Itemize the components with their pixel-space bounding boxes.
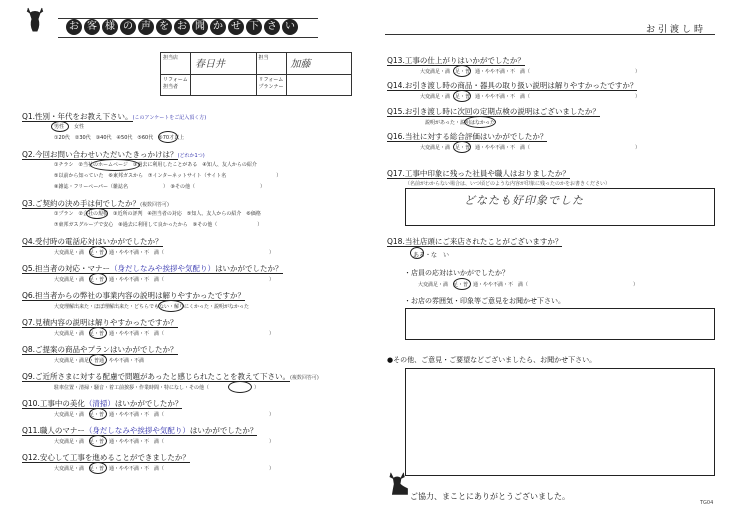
q14-title: Q14.お引き渡し時の商品・器具の取り扱い説明は解りやすかったですか？ bbox=[387, 81, 638, 90]
q8-scale[interactable]: 大変満足・満足・普通・やや不満・不満 bbox=[54, 358, 145, 364]
q1-ages[interactable]: ①20代 ②30代 ③40代 ④50代 ⑤60代 ⑥70才以上 bbox=[54, 135, 185, 141]
answer-circle bbox=[410, 247, 424, 259]
q14-scale[interactable]: 大変満足・満 足・普 通・やや不満・不 満（ ） bbox=[420, 94, 641, 100]
header-rule bbox=[385, 34, 715, 35]
q18-opinion-box[interactable] bbox=[405, 308, 715, 340]
answer-circle bbox=[89, 273, 107, 285]
q1-gender[interactable]: 男性 女性 bbox=[54, 124, 85, 130]
answer-circle bbox=[453, 65, 471, 77]
q13-title: Q13.工事の仕上がりはいかがでしたか？ bbox=[387, 56, 525, 65]
answer-circle bbox=[453, 90, 471, 102]
q16-scale[interactable]: 大変満足・満 足・普 通・やや不満・不 満（ ） bbox=[420, 145, 641, 151]
q18-line[interactable]: ある・な い bbox=[413, 252, 450, 259]
other-comment-box[interactable] bbox=[405, 368, 715, 476]
answer-circle bbox=[89, 354, 107, 366]
q8-title: Q8.ご提案の商品やプランはいかがでしたか？ bbox=[22, 345, 178, 354]
right-header: お引渡し時 bbox=[645, 25, 706, 35]
q18-title: Q18.当社店頭にご来店されたことがございますか？ bbox=[387, 237, 563, 246]
person-value: 加藤 bbox=[290, 59, 311, 70]
q9-title: Q9.ご近所さまに対する配慮で問題があったと感じられたことを教えて下さい。(複数回答可) bbox=[22, 372, 319, 381]
q17-note: （名前がわからない場合は、いつ頃どのような内容が印象に残ったのかをお書きください） bbox=[405, 181, 611, 187]
footer-code: TG04 bbox=[700, 500, 714, 506]
q15-title: Q15.お引き渡し時に次回の定期点検の説明はございましたか？ bbox=[387, 107, 600, 116]
title-char: さ bbox=[264, 19, 280, 35]
answer-circle bbox=[453, 141, 471, 153]
q3-line1[interactable]: ①プラン ②会社の規模 ③近所の評判 ④担当者の対応 ⑤知人、友人からの紹介 ⑥価格 bbox=[54, 211, 261, 217]
answer-circle bbox=[464, 116, 496, 128]
q11-title: Q11.職人のマナー（身だしなみや挨拶や気配り）はいかがでしたか？ bbox=[22, 426, 258, 435]
person-label: 担当 bbox=[257, 53, 287, 74]
q4-scale[interactable]: 大変満足・満 足・普 通・やや不満・不 満（ ） bbox=[54, 250, 275, 256]
q16-title: Q16.当社に対する総合評価はいかがでしたか？ bbox=[387, 132, 548, 141]
q15-line[interactable]: 説明があった・説明はなかった bbox=[425, 120, 495, 126]
title-char: か bbox=[210, 19, 226, 35]
q4-title: Q4.受付時の電話応対はいかがでしたか？ bbox=[22, 237, 163, 246]
answer-circle bbox=[89, 408, 107, 420]
title-char: 下 bbox=[246, 19, 262, 35]
q6-scale[interactable]: 大変理解出来た・ほぼ理解出来た・どちらでもない・解りにくかった・説明がなかった bbox=[54, 304, 249, 310]
planner-label: リフォームプランナー bbox=[257, 75, 287, 96]
q18-scale[interactable]: 大変満足・満 足・普 通・やや不満・不 満（ ） bbox=[418, 282, 639, 288]
q2-title: Q2.今回お問い合わせいただいたきっかけは？(どれか1つ) bbox=[22, 150, 205, 159]
q3-title: Q3.ご契約の決め手は何でしたか？(複数回答可) bbox=[22, 199, 169, 208]
q18-sub2: ・お店の雰囲気・印象等ご意見をお聞かせ下さい。 bbox=[404, 297, 565, 305]
q17-title: Q17.工事中印象に残った社員や職人はおりましたか？ bbox=[387, 169, 570, 178]
q9-line[interactable]: 駐車位置・清掃・騒音・着工前挨拶・作業時間・特になし・その他（ ） bbox=[54, 385, 260, 391]
answer-circle bbox=[158, 131, 178, 143]
title-char: を bbox=[156, 19, 172, 35]
answer-circle bbox=[228, 381, 252, 393]
answer-circle bbox=[89, 462, 107, 474]
q7-title: Q7.見積内容の説明は解りやすかったですか？ bbox=[22, 318, 178, 327]
staff-box bbox=[160, 52, 352, 96]
answer-circle bbox=[89, 435, 107, 447]
answer-circle bbox=[158, 300, 184, 312]
answer-circle bbox=[89, 327, 107, 339]
answer-circle bbox=[86, 208, 108, 219]
q10-title: Q10.工事中の美化（清掃）はいかがでしたか？ bbox=[22, 399, 183, 408]
q12-title: Q12.安心して工事を進めることができましたか？ bbox=[22, 453, 190, 462]
title-char: 様 bbox=[102, 19, 118, 35]
answer-circle bbox=[453, 278, 471, 290]
title-char: 客 bbox=[84, 19, 100, 35]
title-char: 声 bbox=[138, 19, 154, 35]
other-title: ●その他、ご意見・ご要望などございましたら、お聞かせ下さい。 bbox=[387, 356, 597, 364]
q2-line2[interactable]: ⑤以前から知っていた ⑥東邦ガスから ⑦インターネットサイト（サイト名 ） bbox=[54, 173, 282, 179]
q3-line2[interactable]: ⑦東邦ガスグループで安心 ⑧過去に利用して良かったから ⑨その他（ ） bbox=[54, 222, 263, 228]
q2-line3[interactable]: ⑧雑誌・フリーペーパー（雑誌名 ） ⑨その他（ ） bbox=[54, 184, 266, 190]
q18-sub1: ・店員の応対はいかがでしたか？ bbox=[404, 269, 509, 277]
q1-title: Q1.性別・年代をお教え下さい。(このアンケートをご記入頂く方) bbox=[22, 112, 207, 121]
q13-scale[interactable]: 大変満足・満 足・普 通・やや不満・不 満（ ） bbox=[420, 69, 641, 75]
q17-handwritten-answer: どなたも好印象でした bbox=[464, 194, 584, 207]
title-char: お bbox=[66, 19, 82, 35]
reform-value bbox=[191, 75, 257, 96]
footer-thanks: ご協力、まことにありがとうございました。 bbox=[410, 492, 570, 501]
deer-logo-icon bbox=[20, 5, 50, 35]
page-title bbox=[66, 19, 298, 35]
q11-scale[interactable]: 大変満足・満 足・普 通・やや不満・不 満（ ） bbox=[54, 439, 275, 445]
answer-circle bbox=[90, 159, 140, 171]
deer-footer-icon bbox=[385, 470, 413, 498]
q10-scale[interactable]: 大変満足・満 足・普 通・やや不満・不 満（ ） bbox=[54, 412, 275, 418]
answer-circle bbox=[51, 121, 69, 132]
q5-scale[interactable]: 大変満足・満 足・普 通・やや不満・不 満（ ） bbox=[54, 277, 275, 283]
q17-answer-box[interactable] bbox=[405, 188, 715, 226]
q12-scale[interactable]: 大変満足・満 足・普 通・やや不満・不 満（ ） bbox=[54, 466, 275, 472]
title-char: い bbox=[282, 19, 298, 35]
store-value: 春日井 bbox=[191, 53, 257, 74]
title-char: せ bbox=[228, 19, 244, 35]
title-char: の bbox=[120, 19, 136, 35]
answer-circle bbox=[89, 246, 107, 258]
planner-value bbox=[287, 75, 352, 96]
store-label: 担当店 bbox=[161, 53, 191, 74]
q6-title: Q6.担当者からの弊社の事業内容の説明は解りやすかったですか？ bbox=[22, 291, 246, 300]
reform-label: リフォーム担当者 bbox=[161, 75, 191, 96]
title-char: お bbox=[174, 19, 190, 35]
q5-title: Q5.担当者の対応・マナー（身だしなみや挨拶や気配り）はいかがでしたか？ bbox=[22, 264, 283, 273]
q2-line1[interactable]: ①チラシ ②当社のホームページ ③過去に利用したことがある ④知人、友人からの紹介 bbox=[54, 162, 257, 168]
q7-scale[interactable]: 大変満足・満 足・普 通・やや不満・不 満（ ） bbox=[54, 331, 275, 337]
title-char: 聞 bbox=[192, 19, 208, 35]
